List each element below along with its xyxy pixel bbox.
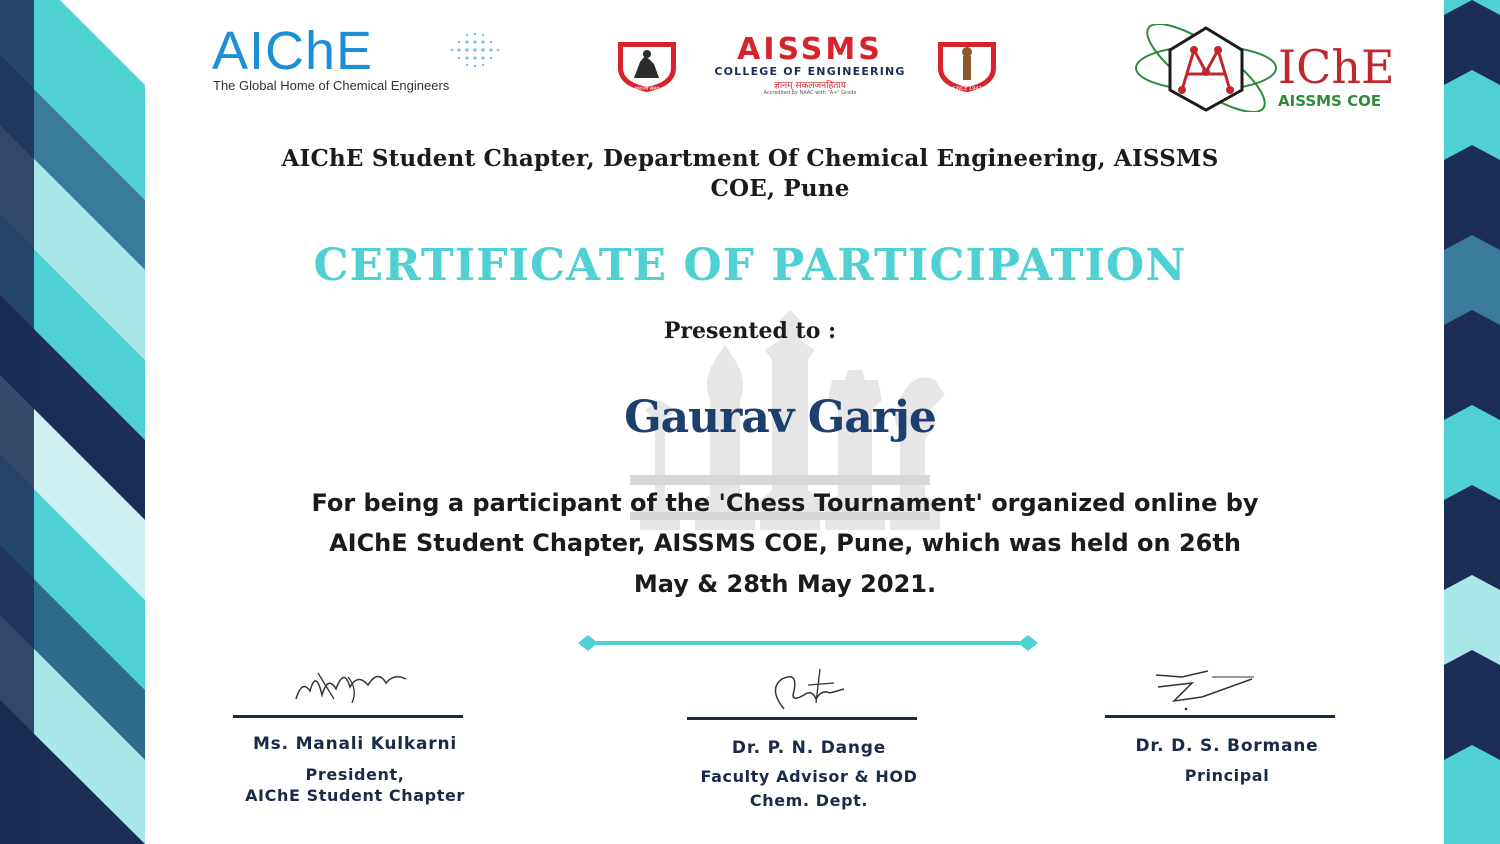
aiche-wordmark: AIChE [212,21,374,81]
signatory-1-role-line-1: President, [305,765,405,784]
aissms-name: AISSMS [737,32,883,67]
signatory-2-role-line-2: Chem. Dept. [749,791,869,810]
chapter-header-line-1: AIChE Student Chapter, Department Of Chemical Engineering, AISSMS [281,145,1219,172]
iche-chapter-logo [1134,24,1414,114]
iche-wordmark: IChE [1278,40,1395,94]
aissms-logo [614,34,1004,98]
presented-to-label: Presented to : [663,318,837,344]
recipient-name: Gaurav Garje [624,392,936,443]
body-line-3: May & 28th May 2021. [633,570,937,598]
right-crest-text: SINCE 1947 [952,86,982,92]
aiche-globe-icon [444,28,506,72]
body-line-1: For being a participant of the 'Chess Tournament' organized online by [311,489,1259,517]
iche-subtitle: AISSMS COE [1278,92,1382,110]
certificate-title: CERTIFICATE OF PARTICIPATION [313,240,1187,291]
signature-1 [288,659,418,709]
signature-3 [1152,657,1262,713]
aissms-motto: ज्ञानम् सकलजनहिताय [774,81,846,91]
chapter-header-line-2: COE, Pune [710,175,850,202]
signature-2 [764,659,854,717]
body-line-2: AIChE Student Chapter, AISSMS COE, Pune, which was held on 26th [329,529,1241,557]
right-crest-icon [934,38,1000,94]
signatory-1-role-line-2: AIChE Student Chapter [245,786,465,805]
signatory-3-name: Dr. D. S. Bormane [1135,736,1319,756]
left-crest-text: स्वराज्य संस्था [634,86,660,92]
aissms-subtitle: COLLEGE OF ENGINEERING [714,65,906,78]
teal-divider [576,632,1040,654]
signatory-2-role-line-1: Faculty Advisor & HOD [700,767,918,786]
signatory-1-name: Ms. Manali Kulkarni [252,734,458,754]
signatory-2-name: Dr. P. N. Dange [731,738,887,758]
aiche-logo [212,21,512,96]
left-crest-icon [614,38,680,94]
molecule-emblem-icon [1134,24,1282,112]
aissms-accreditation: Accredited by NAAC with "A+" Grade [763,90,857,96]
aiche-tagline: The Global Home of Chemical Engineers [213,78,450,93]
signatory-3-role-line-1: Principal [1184,766,1270,785]
